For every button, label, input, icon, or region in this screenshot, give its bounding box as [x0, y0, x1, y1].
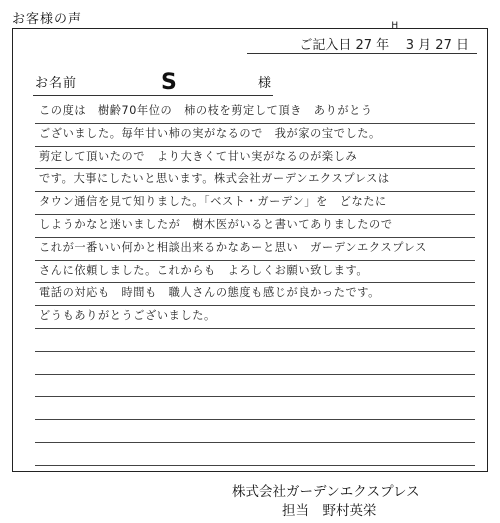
comment-line — [35, 420, 475, 443]
comment-line: タウン通信を見て知りました。「ベスト・ガーデン」を どなたに — [35, 192, 475, 215]
comment-line: さんに依頼しました。これからも よろしくお願い致します。 — [35, 261, 475, 284]
comment-line: 剪定して頂いたので より大きくて甘い実がなるのが楽しみ — [35, 147, 475, 170]
comment-line: これが一番いい何かと相談出来るかなあーと思い ガーデンエクスプレス — [35, 238, 475, 261]
date-underline — [247, 53, 477, 54]
date-month: 3 — [405, 38, 414, 53]
date-day: 27 — [435, 38, 452, 53]
comment-line — [35, 329, 475, 352]
comment-line: この度は 樹齢70年位の 柿の枝を剪定して頂き ありがとう — [35, 101, 475, 124]
name-value: S — [161, 70, 177, 95]
footer — [232, 483, 420, 521]
name-suffix: 様 — [257, 76, 271, 91]
comment-line — [35, 397, 475, 420]
date-year: 27 — [355, 38, 373, 53]
staff-name: 担当 野村英栄 — [282, 503, 377, 519]
comment-line: です。大事にしたいと思います。株式会社ガーデンエクスプレスは — [35, 169, 475, 192]
comment-lines — [35, 101, 475, 466]
name-field — [33, 69, 273, 96]
comment-line: 電話の対応も 時間も 職人さんの態度も感じが良かったです。 — [35, 283, 475, 306]
date-year-unit: 年 — [376, 38, 390, 53]
comment-line: ございました。毎年甘い柿の実がなるので 我が家の宝でした。 — [35, 124, 475, 147]
company-name: 株式会社ガーデンエクスプレス — [232, 484, 420, 500]
date-label: ご記入日 — [299, 38, 352, 53]
comment-line — [35, 352, 475, 375]
comment-line: しようかなと迷いましたが 樹木医がいると書いてありましたので — [35, 215, 475, 238]
date-day-unit: 日 — [455, 38, 469, 53]
comment-line — [35, 375, 475, 398]
date-era: H — [391, 21, 399, 31]
comment-line: どうもありがとうございました。 — [35, 306, 475, 329]
entry-date — [299, 21, 469, 53]
page-title: お客様の声 — [12, 12, 83, 27]
comment-line — [35, 443, 475, 466]
date-month-unit: 月 — [418, 38, 432, 53]
voice-form — [12, 21, 488, 472]
name-label: お名前 — [35, 76, 78, 91]
